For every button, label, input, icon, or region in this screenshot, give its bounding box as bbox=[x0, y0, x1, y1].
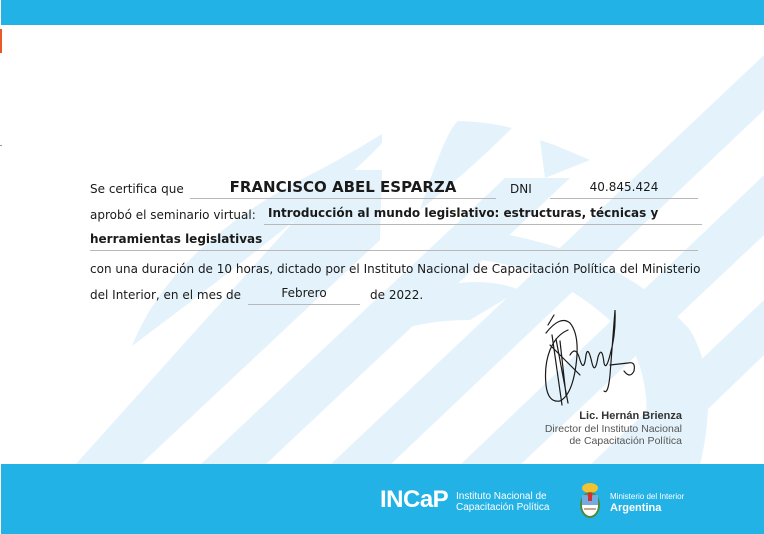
incap-subtitle bbox=[456, 491, 549, 513]
recipient-name: FRANCISCO ABEL ESPARZA bbox=[190, 176, 496, 199]
top-color-band bbox=[1, 0, 764, 25]
duration-text: con una duración de 10 horas, dictado por el Instituto Nacional de Capacitación Política del Ministerio bbox=[90, 262, 701, 276]
argentina-coat-of-arms-icon bbox=[577, 481, 603, 521]
incap-line1: Instituto Nacional de bbox=[456, 491, 547, 502]
signer-block bbox=[545, 410, 682, 448]
approved-label: aprobó el seminario virtual: bbox=[90, 208, 256, 222]
intro-label: Se certifica que bbox=[90, 182, 184, 196]
month-value: Febrero bbox=[248, 282, 360, 305]
month-prefix: del Interior, en el mes de bbox=[90, 288, 242, 302]
incap-logo: INCaP bbox=[380, 486, 449, 513]
signature-image bbox=[540, 305, 640, 410]
dni-label: DNI bbox=[510, 182, 532, 196]
dni-value: 40.845.424 bbox=[550, 176, 698, 199]
signer-title-line2: de Capacitación Política bbox=[569, 435, 682, 447]
seminar-title-line2: herramientas legislativas bbox=[90, 228, 698, 251]
ministry-line1: Ministerio del Interior bbox=[610, 492, 685, 501]
signer-title-line1: Director del Instituto Nacional bbox=[544, 422, 682, 435]
incap-line2: Capacitación Política bbox=[456, 502, 550, 513]
signer-name: Lic. Hernán Brienza bbox=[579, 410, 682, 422]
ministry-line2: Argentina bbox=[610, 502, 662, 514]
seminar-title-line1: Introducción al mundo legislativo: estructuras, técnicas y bbox=[264, 202, 702, 225]
year-text: de 2022. bbox=[370, 288, 424, 302]
